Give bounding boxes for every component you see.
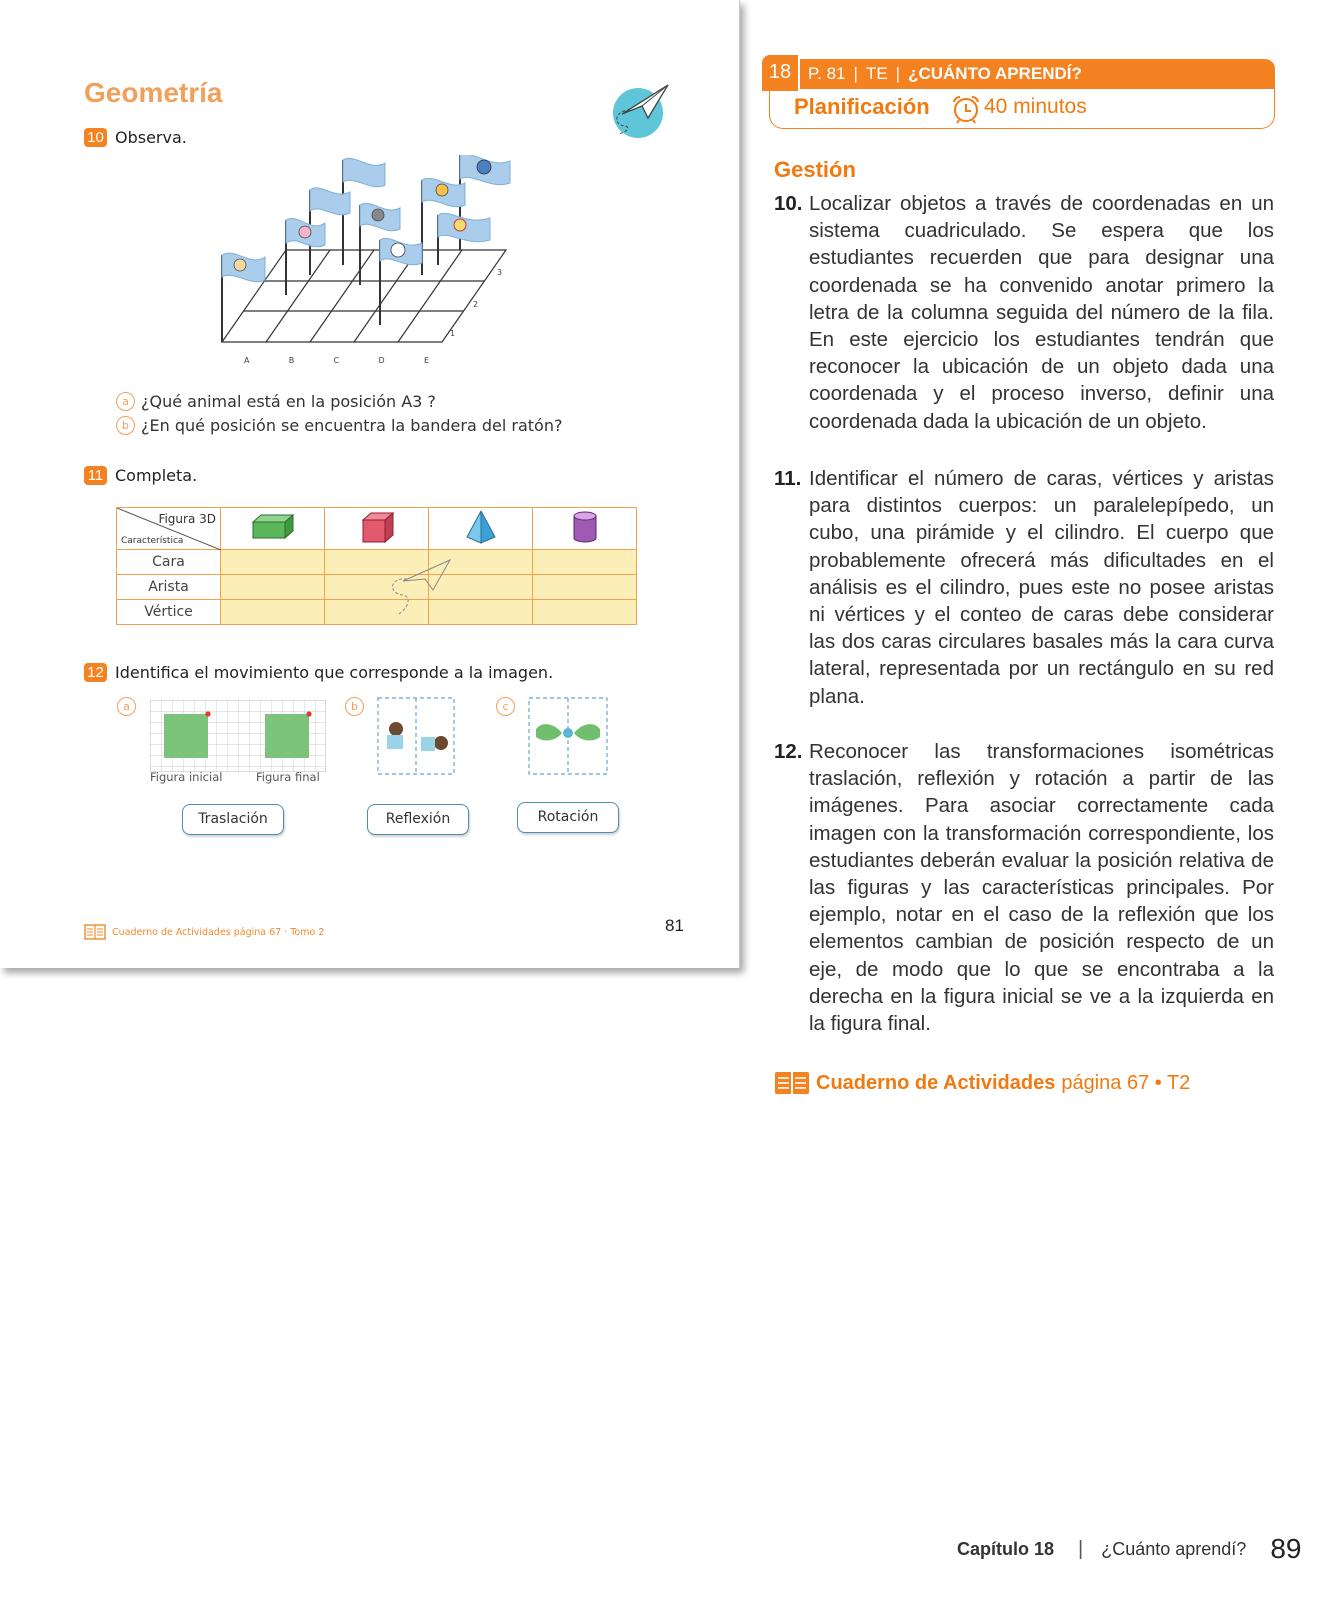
answer-cell[interactable] — [221, 550, 325, 575]
cube-icon — [357, 510, 397, 544]
guide-item-11 — [774, 465, 1274, 710]
solid-features-table — [116, 507, 637, 625]
answer-cell[interactable] — [533, 600, 637, 625]
rotacion-button[interactable]: Rotación — [517, 802, 619, 833]
chapter-badge: 18 — [762, 55, 800, 91]
question-letter: a — [116, 392, 135, 411]
cylinder-icon — [571, 509, 599, 545]
item-text: Localizar objetos a través de coordenadas en un sistema cuadriculado. Se espera que los estudiantes recuerden que para designar una coordenada se ha convenido anotar primero la letra de la columna seguida del número de la fila. En este ejercicio los estudiantes tendrán que reconocer la ubicación de un objeto dada una coordenada y el proceso inverso, definir una coordenada dada la ubicación de un objeto. — [809, 192, 1274, 433]
pyramid-header — [429, 508, 533, 550]
column-label: E — [423, 356, 429, 365]
answer-cell[interactable] — [533, 575, 637, 600]
column-label: B — [288, 356, 295, 365]
caption-initial: Figura inicial — [150, 770, 223, 784]
table-row — [117, 600, 637, 625]
question-text: ¿Qué animal está en la posición A3 ? — [141, 392, 436, 411]
rotation-image — [528, 697, 608, 775]
row-label: Arista — [117, 575, 221, 600]
caption-final: Figura final — [256, 770, 320, 784]
activity-book-page: página 67 • T2 — [1061, 1071, 1191, 1094]
exercise-11-heading — [84, 466, 197, 485]
student-page — [0, 0, 740, 968]
guide-item-10 — [774, 190, 1274, 435]
header-separator: | — [853, 64, 858, 83]
row-label: 2 — [473, 300, 479, 309]
row-label: Vértice — [117, 600, 221, 625]
book-icon — [84, 924, 106, 940]
exercise-number: 10 — [84, 128, 107, 147]
activity-book-reference — [774, 1070, 1190, 1096]
option-letter: a — [117, 697, 136, 716]
question-a — [116, 392, 436, 411]
question-letter: b — [116, 416, 135, 435]
alarm-clock-icon — [950, 94, 982, 124]
header-caracteristica: Característica — [121, 536, 184, 546]
row-label: Cara — [117, 550, 221, 575]
reflection-image — [377, 697, 455, 775]
table-row — [117, 550, 637, 575]
pyramid-icon — [464, 509, 498, 545]
exercise-number: 11 — [84, 466, 107, 485]
paper-plane-icon — [610, 80, 670, 140]
traslacion-button[interactable]: Traslación — [182, 804, 284, 835]
activity-book-note — [84, 924, 324, 940]
rectangular-prism-icon — [249, 512, 297, 542]
option-letter: c — [496, 697, 515, 716]
reflexion-button[interactable]: Reflexión — [367, 804, 469, 835]
table-corner-header — [117, 508, 221, 550]
grid-column-labels — [244, 356, 429, 365]
footer-chapter: Capítulo 18 — [957, 1538, 1055, 1559]
header-figure3d: Figura 3D — [158, 512, 216, 526]
prism-header — [221, 508, 325, 550]
row-label: 1 — [450, 329, 456, 338]
answer-cell[interactable] — [221, 600, 325, 625]
activity-book-text: Cuaderno de Actividades página 67 · Tomo 2 — [112, 926, 325, 938]
page-title: Geometría — [84, 77, 223, 108]
page-number: 89 — [1270, 1533, 1302, 1564]
item-number: 12. — [774, 740, 803, 763]
header-separator: | — [895, 64, 901, 83]
footer-separator: | — [1078, 1537, 1084, 1560]
footer-section: ¿Cuánto aprendí? — [1101, 1538, 1247, 1559]
exercise-10-heading — [84, 128, 187, 147]
exercise-label: Observa. — [115, 128, 187, 147]
exercise-12-heading — [84, 663, 553, 682]
item-text: Identificar el número de caras, vértices y aristas para distintos cuerpos: un paralelepípedo, un cubo, una pirámide y el cilindro. El cuerpo que probablemente ofrecerá más dificultades en el análisis es el cilindro, pues este no posee aristas ni vértices y el conteo de caras debe considerar las dos caras circulares basales más la cara curva lateral, representada por un rectángulo en su red plana. — [809, 467, 1274, 708]
answer-cell[interactable] — [533, 550, 637, 575]
paper-plane-icon — [385, 555, 455, 620]
cylinder-header — [533, 508, 637, 550]
page-footer — [957, 1533, 1301, 1565]
student-page-number: 81 — [665, 916, 684, 935]
header-te: TE — [865, 64, 888, 83]
coordinate-grid-flags — [210, 155, 540, 365]
exercise-label: Identifica el movimiento que corresponde a la imagen. — [115, 663, 554, 682]
cube-header — [325, 508, 429, 550]
section-title: Gestión — [774, 157, 856, 182]
option-letter: b — [345, 697, 364, 716]
lesson-header — [808, 64, 1082, 84]
translation-grid — [150, 700, 326, 772]
column-label: C — [333, 356, 340, 365]
book-icon — [774, 1070, 810, 1096]
item-number: 10. — [774, 192, 803, 215]
row-label: 3 — [497, 268, 503, 277]
item-number: 11. — [774, 467, 802, 490]
item-text: Reconocer las transformaciones isométricas traslación, reflexión y rotación a partir de las imágenes. Para asociar correctamente cada imagen con la transformación correspondiente, los estudiantes deberán evaluar la posición relativa de las figuras y las características principales. Por ejemplo, notar en el caso de la reflexión que los elementos cambian de posición respecto de un eje, de modo que lo que se encontraba a la derecha en la figura inicial se ve a la izquierda en la figura final. — [809, 740, 1274, 1036]
activity-book-bold: Cuaderno de Actividades — [816, 1071, 1056, 1094]
question-text: ¿En qué posición se encuentra la bandera del ratón? — [141, 416, 563, 435]
planning-label: Planificación — [794, 94, 930, 119]
exercise-label: Completa. — [115, 466, 198, 485]
exercise-number: 12 — [84, 663, 107, 682]
column-label: D — [378, 356, 385, 365]
header-title: ¿CUÁNTO APRENDÍ? — [908, 64, 1082, 83]
header-page: P. 81 — [808, 64, 846, 83]
table-row — [117, 575, 637, 600]
planning-time: 40 minutos — [984, 95, 1087, 118]
column-label: A — [244, 356, 250, 365]
question-b — [116, 416, 562, 435]
answer-cell[interactable] — [221, 575, 325, 600]
guide-item-12 — [774, 738, 1274, 1037]
